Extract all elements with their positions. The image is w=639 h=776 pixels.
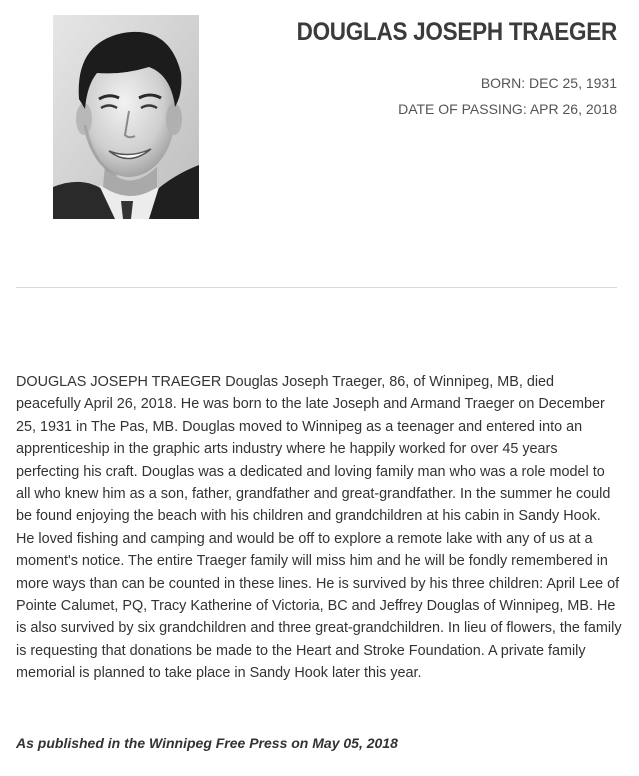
deceased-name: DOUGLAS JOSEPH TRAEGER <box>296 18 617 46</box>
publication-note: As published in the Winnipeg Free Press on May 05, 2018 <box>16 735 398 751</box>
born-date: BORN: DEC 25, 1931 <box>480 75 617 91</box>
portrait-photo-icon <box>53 15 199 219</box>
passing-date: DATE OF PASSING: APR 26, 2018 <box>398 101 617 117</box>
portrait-photo <box>53 15 199 219</box>
section-divider <box>16 287 617 288</box>
life-dates <box>398 70 617 122</box>
obituary-text: DOUGLAS JOSEPH TRAEGER Douglas Joseph Traeger, 86, of Winnipeg, MB, died peacefully April 26, 2018. He was born to the late Joseph and Armand Traeger on December 25, 1931 in The Pas, MB. Douglas moved to Winnipeg as a teenager and entered into an apprenticeship in the graphic arts industry where he happily worked for over 45 years perfecting his craft. Douglas was a dedicated and loving family man who was a role model to all who knew him as a son, father, grandfather and great-grandfather. In the summer he could be found enjoying the beach with his children and grandchildren at his cabin in Sandy Hook. He loved fishing and camping and would be off to explore a remote lake with any of us at a moment's notice. The entire Traeger family will miss him and he will be fondly remembered in more ways than can be counted in these lines. He is survived by his three children: April Lee of Pointe Calumet, PQ, Tracy Katherine of Victoria, BC and Jeffrey Douglas of Winnipeg, MB. He is also survived by six grandchildren and three great-grandchildren. In lieu of flowers, the family is requesting that donations be made to the Heart and Stroke Foundation. A private family memorial is planned to take place in Sandy Hook later this year. <box>16 374 622 682</box>
